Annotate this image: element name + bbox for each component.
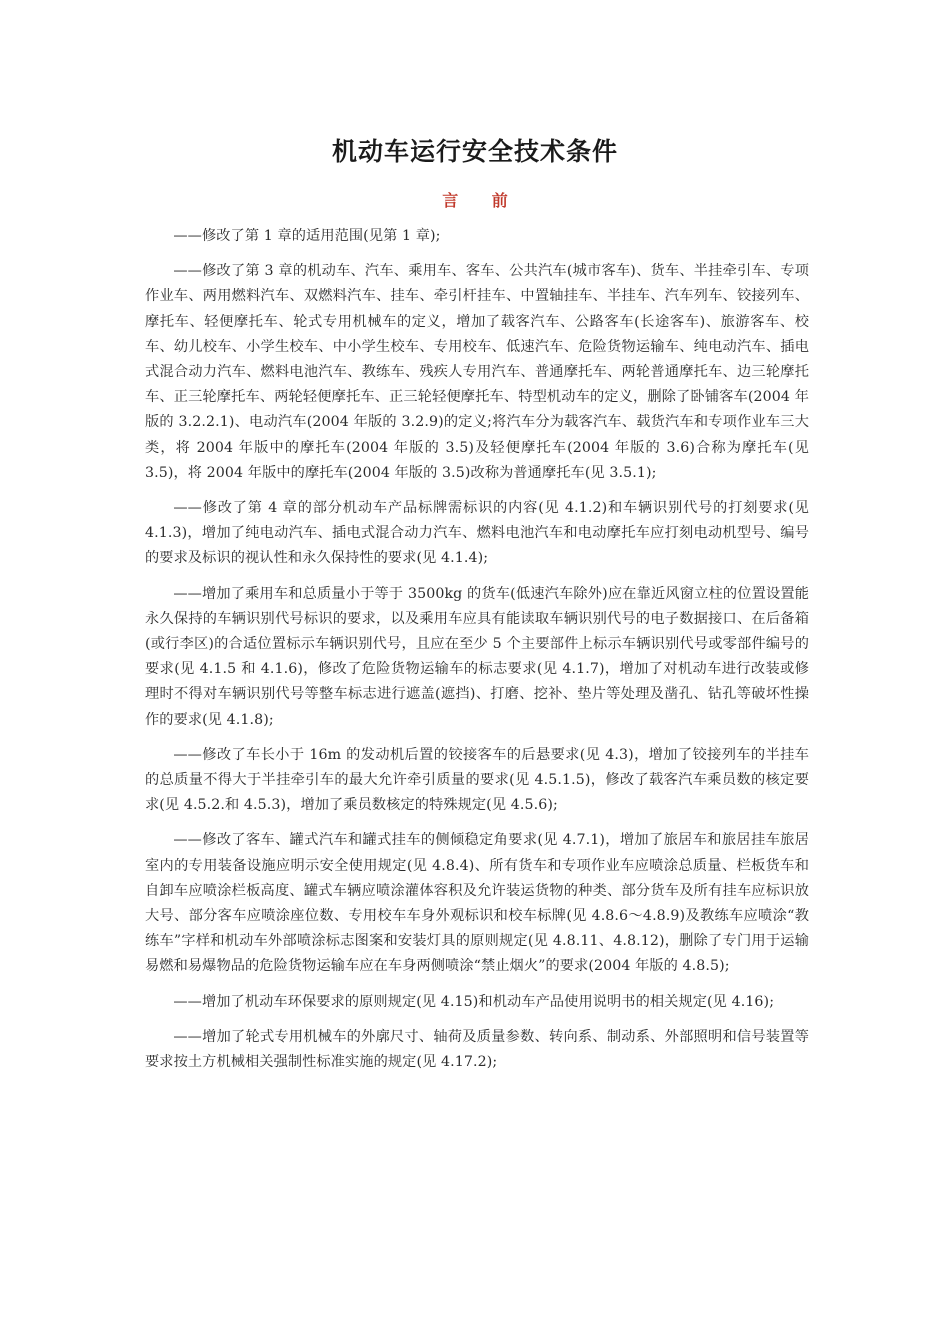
paragraph: ——修改了第 3 章的机动车、汽车、乘用车、客车、公共汽车(城市客车)、货车、半挂牵引车、专项作业车、两用燃料汽车、双燃料汽车、挂车、牵引杆挂车、中置轴挂车、半挂车、汽车列车、铰接列车、摩托车、轻便摩托车、轮式专用机械车的定义，增加了载客汽车、公路客车(长途客车)、旅游客车、校车、幼儿校车、小学生校车、中小学生校车、专用校车、低速汽车、危险货物运输车、纯电动汽车、插电式混合动力汽车、燃料电池汽车、教练车、残疾人专用汽车、普通摩托车、两轮普通摩托车、边三轮摩托车、正三轮摩托车、两轮轻便摩托车、正三轮轻便摩托车、特型机动车的定义，删除了卧铺客车(2004 年版的 3.2.2.1)、电动汽车(2004 年版的 3.2.9)的定义;将汽车分为载客汽车、载货汽车和专项作业车三大类，将 2004 年版中的摩托车(2004 年版的 3.5)及轻便摩托车(2004 年版的 3.6)合称为摩托车(见 3.5)，将 2004 年版中的摩托车(2004 年版的 3.5)改称为普通摩托车(见 3.5.1);	[145, 263, 809, 481]
paragraph: ——增加了乘用车和总质量小于等于 3500kg 的货车(低速汽车除外)应在靠近风窗立柱的位置设置能永久保持的车辆识别代号标识的要求，以及乘用车应具有能读取车辆识别代号的电子数据接口、在后备箱(或行李区)的合适位置标示车辆识别代号，且应在至少 5 个主要部件上标示车辆识别代号或零部件编号的要求(见 4.1.5 和 4.1.6)，修改了危险货物运输车的标志要求(见 4.1.7)，增加了对机动车进行改装或修理时不得对车辆识别代号等整车标志进行遮盖(遮挡)、打磨、挖补、垫片等处理及凿孔、钻孔等破坏性操作的要求(见 4.1.8);	[145, 585, 809, 728]
paragraph: ——修改了车长小于 16m 的发动机后置的铰接客车的后悬要求(见 4.3)，增加了铰接列车的半挂车的总质量不得大于半挂牵引车的最大允许牵引质量的要求(见 4.5.1.5)，修改了载客汽车乘员数的核定要求(见 4.5.2.和 4.5.3)，增加了乘员数核定的特殊规定(见 4.5.6);	[145, 746, 809, 814]
paragraph: ——增加了机动车环保要求的原则规定(见 4.15)和机动车产品使用说明书的相关规定(见 4.16);	[173, 993, 775, 1010]
document-body	[145, 224, 809, 1085]
paragraph: ——增加了轮式专用机械车的外廓尺寸、轴荷及质量参数、转向系、制动系、外部照明和信号装置等要求按土方机械相关强制性标准实施的规定(见 4.17.2);	[145, 1028, 809, 1071]
paragraph: ——修改了第 1 章的适用范围(见第 1 章);	[173, 228, 441, 244]
paragraph: ——修改了客车、罐式汽车和罐式挂车的侧倾稳定角要求(见 4.7.1)，增加了旅居车和旅居挂车旅居室内的专用装备设施应明示安全使用规定(见 4.8.4)、所有货车和专项作业车应喷涂总质量、栏板货车和自卸车应喷涂栏板高度、罐式车辆应喷涂灌体容积及允许装运货物的种类、部分货车及所有挂车应标识放大号、部分客车应喷涂座位数、专用校车车身外观标识和校车标牌(见 4.8.6～4.8.9)及教练车应喷涂“教练车”字样和机动车外部喷涂标志图案和安装灯具的原则规定(见 4.8.11、4.8.12)，删除了专门用于运输易燃和易爆物品的危险货物运输车应在车身两侧喷涂“禁止烟火”的要求(2004 年版的 4.8.5);	[145, 832, 809, 975]
paragraph: ——修改了第 4 章的部分机动车产品标牌需标识的内容(见 4.1.2)和车辆识别代号的打刻要求(见 4.1.3)，增加了纯电动汽车、插电式混合动力汽车、燃料电池汽车和电动摩托车应打刻电动机型号、编号的要求及标识的视认性和永久保持性的要求(见 4.1.4);	[145, 500, 809, 567]
document-title: 机动车运行安全技术条件	[331, 137, 618, 166]
preface-heading: 言 前	[442, 191, 508, 210]
